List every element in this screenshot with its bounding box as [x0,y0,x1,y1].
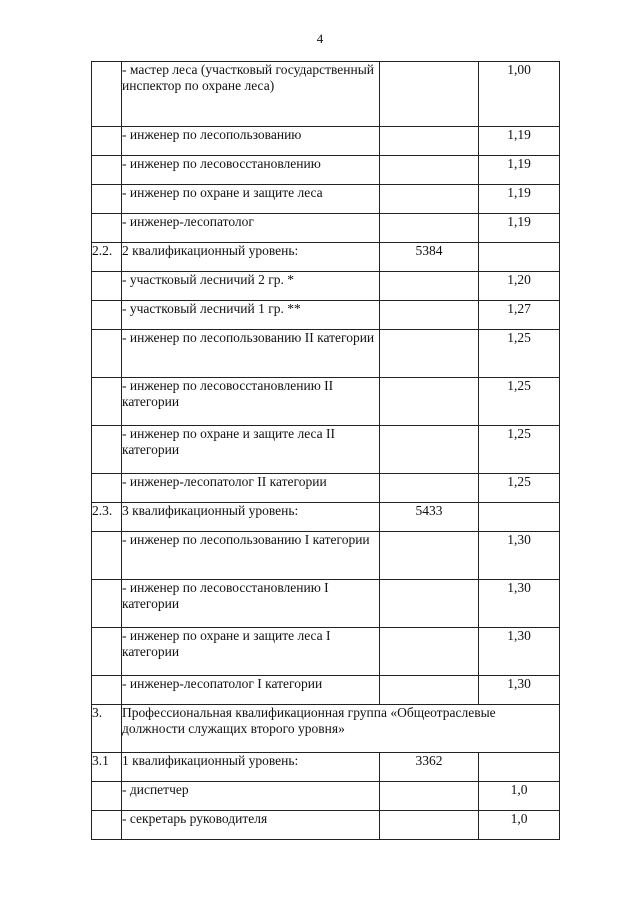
coefficient: 1,00 [479,62,560,127]
row-number [92,156,122,185]
position-name: - диспетчер [122,782,380,811]
row-number [92,272,122,301]
coefficient [479,243,560,272]
table-row [92,185,560,214]
row-number [92,782,122,811]
row-number [92,676,122,705]
base-salary [380,214,479,243]
row-number [92,185,122,214]
base-salary [380,628,479,676]
row-number [92,127,122,156]
coefficient: 1,30 [479,580,560,628]
row-number [92,301,122,330]
table-row [92,62,560,127]
position-name: 1 квалификационный уровень: [122,753,380,782]
coefficient: 1,0 [479,811,560,840]
table-row [92,503,560,532]
row-number: 3.1 [92,753,122,782]
base-salary [380,474,479,503]
table-row [92,243,560,272]
page-number: 4 [316,31,324,46]
table-row [92,474,560,503]
base-salary [380,378,479,426]
group-heading-row [92,705,560,753]
row-number [92,330,122,378]
position-name: - инженер по охране и защите леса I категории [122,628,380,676]
coefficient: 1,19 [479,127,560,156]
coefficient: 1,19 [479,185,560,214]
table-row [92,272,560,301]
coefficient: 1,30 [479,532,560,580]
coefficient: 1,30 [479,676,560,705]
base-salary [380,580,479,628]
base-salary [380,127,479,156]
coefficient: 1,0 [479,782,560,811]
coefficient: 1,19 [479,214,560,243]
base-salary [380,330,479,378]
base-salary [380,156,479,185]
position-name: - инженер-лесопатолог [122,214,380,243]
position-name: - мастер леса (участковый государственный инспектор по охране леса) [122,62,380,127]
row-number [92,62,122,127]
coefficient: 1,25 [479,330,560,378]
row-number [92,628,122,676]
base-salary [380,532,479,580]
position-name: - инженер по лесовосстановлению [122,156,380,185]
base-salary [380,185,479,214]
position-name: - инженер по лесопользованию II категории [122,330,380,378]
table-row [92,426,560,474]
row-number: 3. [92,705,122,753]
row-number [92,426,122,474]
coefficient: 1,25 [479,378,560,426]
table-row [92,378,560,426]
position-name: - инженер по лесовосстановлению I категории [122,580,380,628]
salary-table [91,61,560,840]
base-salary [380,272,479,301]
table-row [92,156,560,185]
position-name: - участковый лесничий 2 гр. * [122,272,380,301]
table-row [92,330,560,378]
base-salary [380,62,479,127]
position-name: - инженер-лесопатолог II категории [122,474,380,503]
coefficient [479,503,560,532]
table-row [92,532,560,580]
position-name: - инженер по лесопользованию I категории [122,532,380,580]
coefficient: 1,19 [479,156,560,185]
base-salary: 5384 [380,243,479,272]
position-name: - инженер по лесовосстановлению II категории [122,378,380,426]
coefficient: 1,25 [479,426,560,474]
row-number [92,214,122,243]
table-row [92,214,560,243]
table-row [92,811,560,840]
coefficient: 1,20 [479,272,560,301]
base-salary [380,301,479,330]
position-name: - секретарь руководителя [122,811,380,840]
row-number: 2.3. [92,503,122,532]
position-name: 2 квалификационный уровень: [122,243,380,272]
position-name: - инженер по охране и защите леса II категории [122,426,380,474]
coefficient: 1,25 [479,474,560,503]
row-number [92,532,122,580]
row-number [92,378,122,426]
table-row [92,753,560,782]
base-salary: 5433 [380,503,479,532]
base-salary: 3362 [380,753,479,782]
position-name: - инженер-лесопатолог I категории [122,676,380,705]
row-number [92,474,122,503]
table-row [92,301,560,330]
table-row [92,580,560,628]
base-salary [380,426,479,474]
base-salary [380,782,479,811]
coefficient: 1,30 [479,628,560,676]
table-row [92,127,560,156]
position-name: - инженер по лесопользованию [122,127,380,156]
position-name: - участковый лесничий 1 гр. ** [122,301,380,330]
base-salary [380,676,479,705]
position-name: - инженер по охране и защите леса [122,185,380,214]
group-title: Профессиональная квалификационная группа «Общеотраслевые должности служащих второго уровня» [122,705,560,753]
row-number [92,811,122,840]
coefficient: 1,27 [479,301,560,330]
row-number: 2.2. [92,243,122,272]
position-name: 3 квалификационный уровень: [122,503,380,532]
coefficient [479,753,560,782]
table-row [92,676,560,705]
table-row [92,628,560,676]
base-salary [380,811,479,840]
table-row [92,782,560,811]
row-number [92,580,122,628]
